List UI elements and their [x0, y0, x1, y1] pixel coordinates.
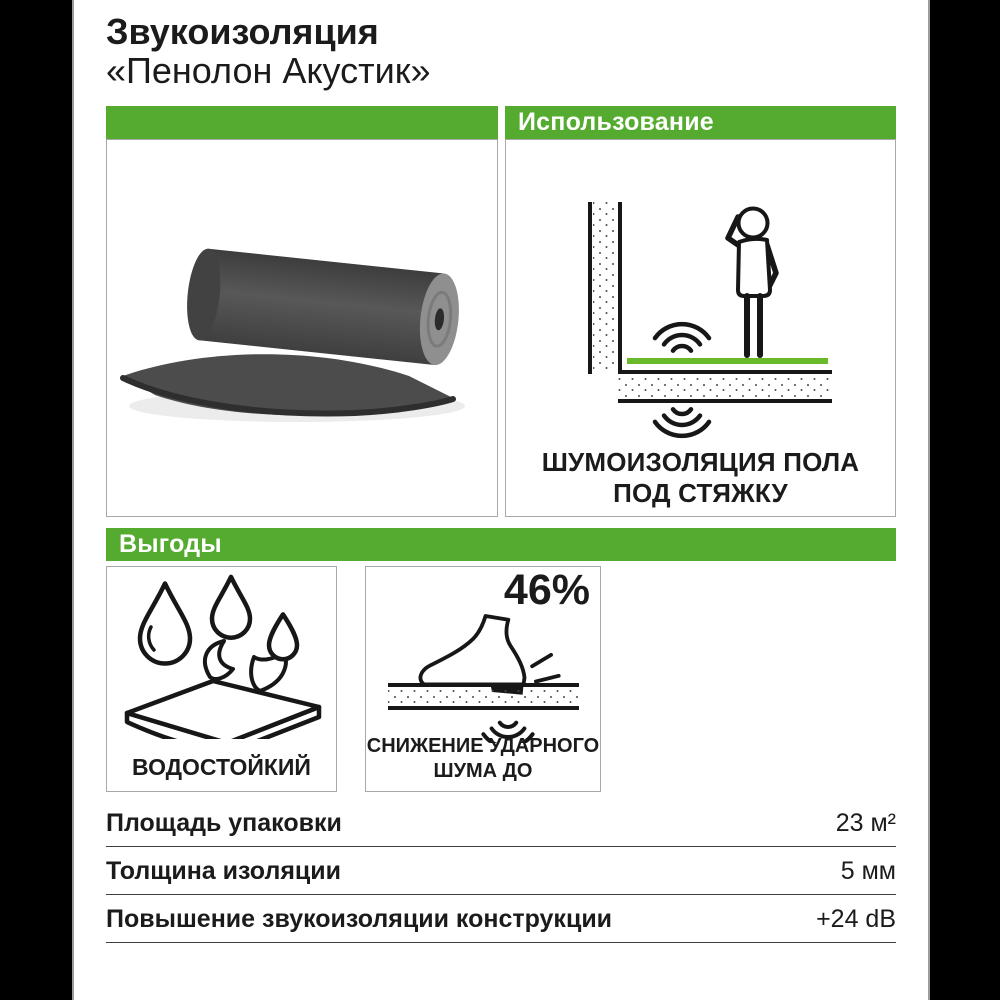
product-infographic-card — [72, 0, 930, 1000]
product-title: Звукоизоляция — [106, 11, 379, 52]
impact-noise-label-line2: ШУМА ДО — [433, 760, 533, 782]
spec-row-thickness — [106, 857, 896, 895]
usage-caption — [506, 447, 895, 509]
impact-noise-label-line1: СНИЖЕНИЕ УДАРНОГО — [366, 735, 600, 757]
usage-panel — [505, 139, 896, 517]
floor-layers — [388, 685, 579, 708]
impact-noise-label — [366, 734, 600, 784]
sound-waves-above-icon — [655, 324, 709, 351]
floor-section — [618, 361, 832, 401]
title-block — [106, 12, 430, 90]
shoe-impact-icon — [366, 595, 600, 743]
impact-noise-value: 46% — [503, 566, 590, 614]
spec-label: Повышение звукоизоляции конструкции — [106, 905, 613, 933]
floor-soundproofing-diagram-icon — [506, 140, 895, 445]
water-drops-icon — [107, 567, 336, 739]
benefits-header-bar — [106, 528, 896, 561]
spec-label: Площадь упаковки — [106, 809, 342, 837]
spec-value: 5 мм — [840, 857, 896, 885]
foam-roll-photo — [107, 140, 497, 516]
spec-label: Толщина изоляции — [106, 857, 342, 885]
spec-value: +24 dB — [816, 905, 896, 933]
panel-slab-icon — [127, 681, 319, 739]
usage-header-label: Использование — [518, 108, 714, 136]
foam-roll-cylinder — [183, 247, 463, 367]
usage-caption-line1: ШУМОИЗОЛЯЦИЯ ПОЛА — [541, 447, 860, 477]
product-photo-panel — [106, 139, 498, 517]
benefit-impact-noise — [365, 566, 601, 792]
benefit-waterproof — [106, 566, 337, 792]
person-icon — [728, 209, 776, 356]
shoe-icon — [420, 616, 558, 695]
sound-waves-below-icon — [655, 409, 709, 436]
usage-header-bar — [505, 106, 896, 139]
spec-value: 23 м² — [835, 809, 896, 837]
specs-table — [106, 801, 896, 943]
product-subtitle: «Пенолон Акустик» — [106, 50, 431, 91]
spec-row-sound-improvement — [106, 905, 896, 943]
photo-header-bar — [106, 106, 498, 139]
spec-row-pack-area — [106, 809, 896, 847]
usage-caption-line2: ПОД СТЯЖКУ — [613, 478, 788, 508]
wall-section — [590, 202, 620, 374]
benefits-header-label: Выгоды — [119, 530, 222, 558]
waterproof-label: ВОДОСТОЙКИЙ — [132, 754, 311, 780]
